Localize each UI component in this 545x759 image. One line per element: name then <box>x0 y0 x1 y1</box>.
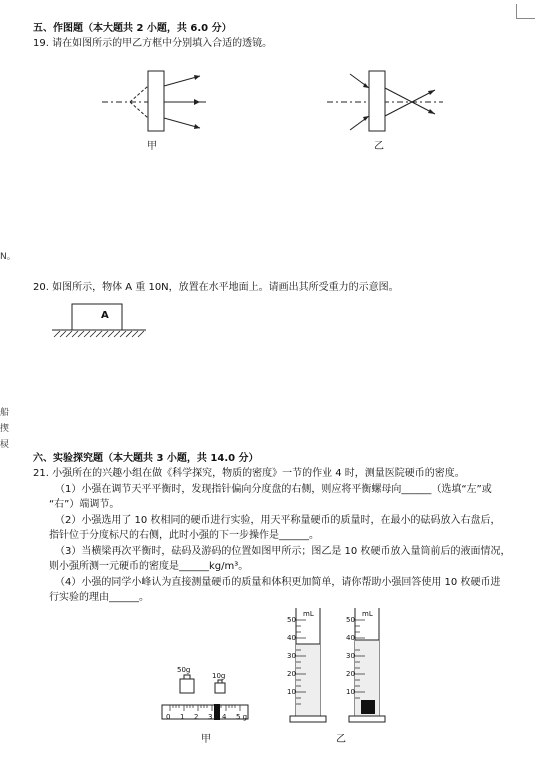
q19-figure-a <box>100 66 210 136</box>
q21-part2-line1: （2）小强选用了 10 枚相同的硬币进行实验，用天平称量硬币的质量时，在最小的砝码放入右盘后， <box>55 515 501 526</box>
page-corner-mark <box>516 4 535 19</box>
cylinder-tick-label: 10 <box>346 688 355 696</box>
q21-part1-line1: （1）小强在调节天平平衡时，发现指针偏向分度盘的右侧，则应将平衡螺母向______（选填“左”或 <box>55 484 492 495</box>
cylinder-tick-label: 10 <box>287 688 296 696</box>
scale-tick-label: 2 <box>194 713 199 721</box>
scale-tick-label: 4 <box>222 713 227 721</box>
weight-10g-label: 10g <box>212 672 226 680</box>
margin-fragment: 船 <box>0 408 10 418</box>
q21-part4-line1: （4）小强的同学小峰认为直接测量硬币的质量和体积更加简单，请你帮助小强回答使用 10 枚硬币进 <box>55 577 501 588</box>
cylinder-tick-label: 30 <box>287 652 296 660</box>
scale-tick-label: 0 <box>166 713 171 721</box>
weight-50g-label: 50g <box>177 666 191 674</box>
figure-caption-a: 甲 <box>201 734 211 745</box>
scale-tick-label: 3 <box>208 713 213 721</box>
figure-caption-b: 乙 <box>336 734 346 745</box>
section-6-title: 六、实验探究题（本大题共 3 小题，共 14.0 分） <box>33 453 259 464</box>
q21-part3-line1: （3）当横梁再次平衡时，砝码及游码的位置如图甲所示；图乙是 10 枚硬币放入量筒前后的液面情况， <box>55 546 511 557</box>
cylinder-tick-label: 20 <box>346 670 355 678</box>
q19-label-a: 甲 <box>147 141 157 152</box>
q19-label-b: 乙 <box>374 141 384 152</box>
q21-part3-line2: 则小强所测一元硬币的密度是______kg/m³。 <box>49 561 249 572</box>
cylinder-tick-label: 30 <box>346 652 355 660</box>
cylinder-tick-label: 20 <box>287 670 296 678</box>
q20-text: 20. 如图所示，物体 A 重 10N，放置在水平地面上。请画出其所受重力的示意图。 <box>33 282 399 293</box>
scale-tick-label: 1 <box>180 713 185 721</box>
q21-part1-line2: “右”）端调节。 <box>49 499 120 510</box>
q19-figure-b <box>325 66 445 136</box>
cylinder-unit-label: mL <box>362 610 373 618</box>
margin-fragment: 揳 <box>0 424 10 434</box>
cylinder-tick-label: 50 <box>287 616 296 624</box>
section-5-title: 五、作图题（本大题共 2 小题，共 6.0 分） <box>33 23 232 34</box>
cylinder-tick-label: 40 <box>287 634 296 642</box>
cylinder-unit-label: mL <box>303 610 314 618</box>
margin-fragment: N。 <box>0 252 16 262</box>
cylinder-tick-label: 40 <box>346 634 355 642</box>
q21-part2-line2: 指针位于分度标尺的右侧，此时小强的下一步操作是______。 <box>49 530 319 541</box>
cylinder-tick-label: 50 <box>346 616 355 624</box>
q21-stem: 21. 小强所在的兴趣小组在做《科学探究，物质的密度》一节的作业 4 时，测量医院硬币的密度。 <box>33 468 465 479</box>
margin-fragment: 棂 <box>0 440 10 450</box>
q19-text: 19. 请在如图所示的甲乙方框中分别填入合适的透镜。 <box>33 38 273 49</box>
q20-block-label: A <box>101 310 109 321</box>
q20-figure <box>50 300 150 345</box>
scale-tick-label: 5 g <box>236 713 248 721</box>
q21-part4-line2: 行实验的理由______。 <box>49 592 149 603</box>
